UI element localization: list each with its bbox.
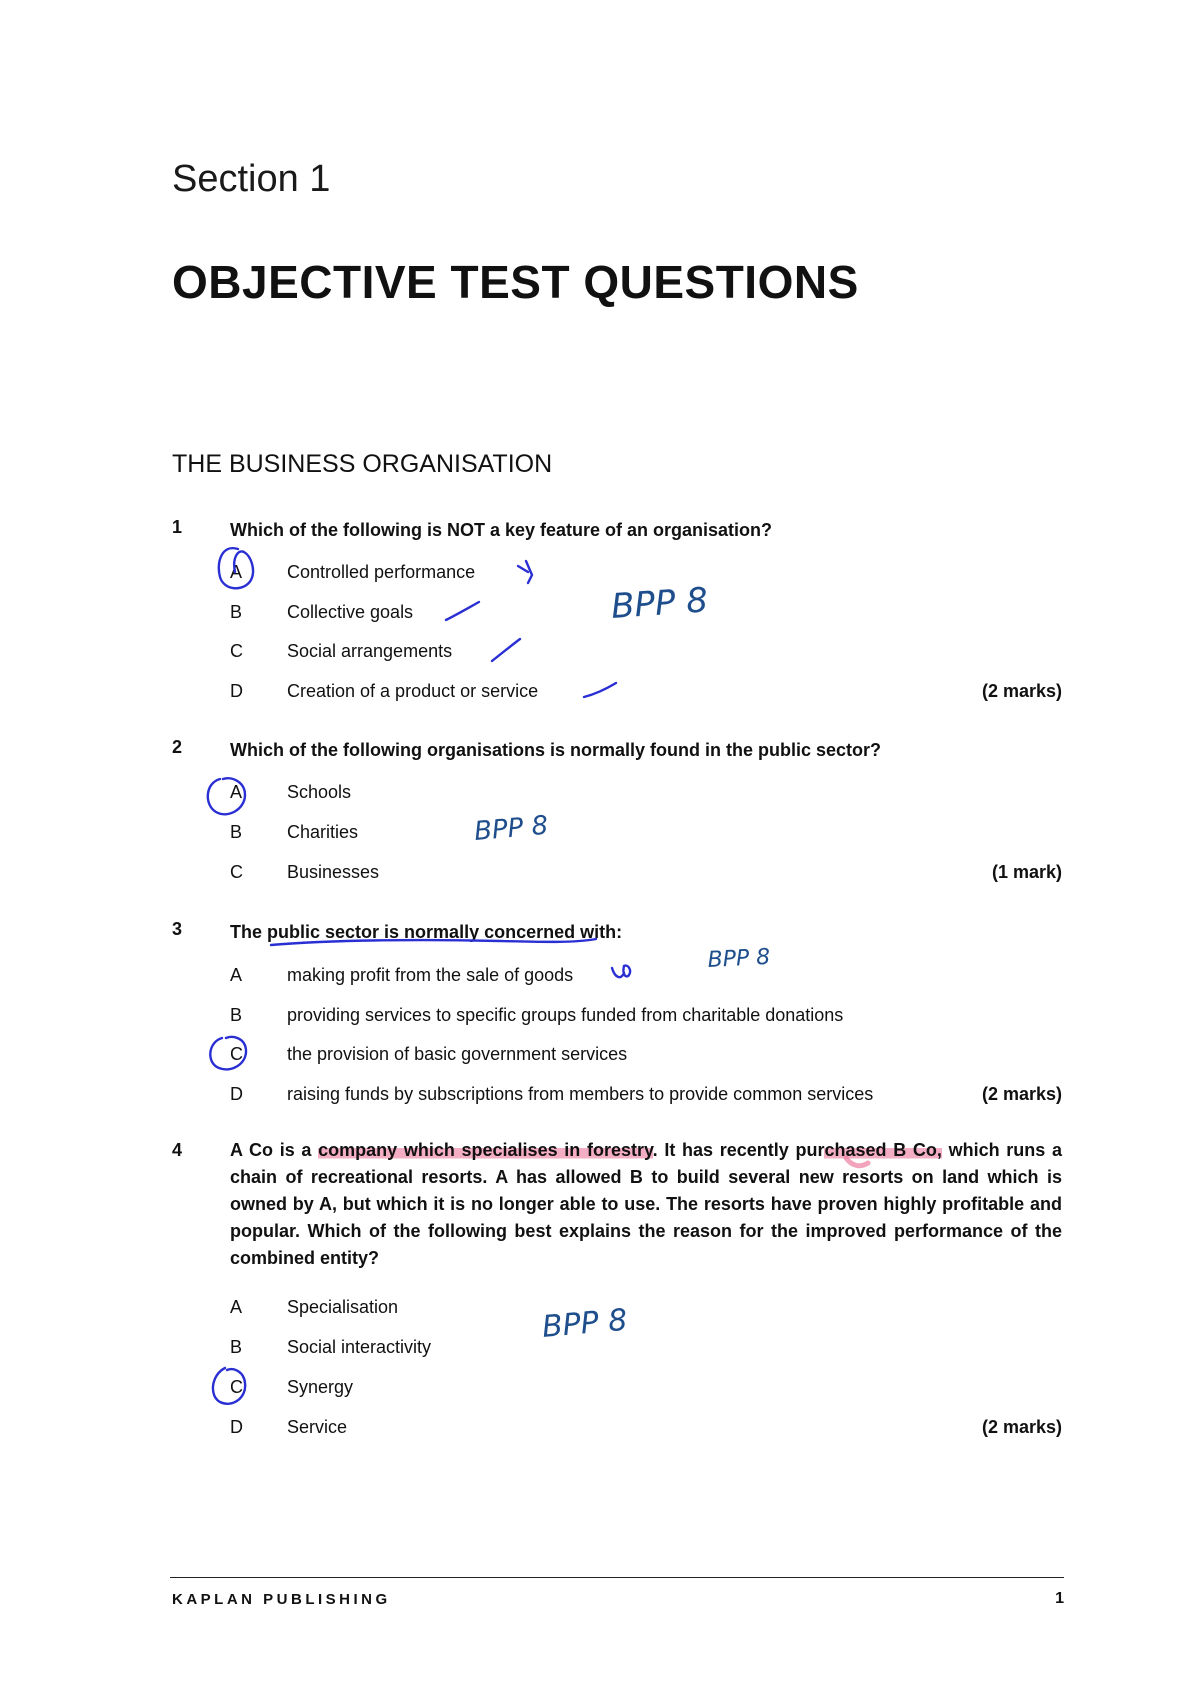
handwritten-note: BPP 8 bbox=[472, 810, 550, 847]
option-text: Schools bbox=[287, 782, 352, 802]
question-marks: (2 marks) bbox=[981, 681, 1062, 701]
option-text: the provision of basic government services bbox=[287, 1044, 628, 1064]
question-marks: (2 marks) bbox=[981, 1084, 1062, 1104]
topic-heading: THE BUSINESS ORGANISATION bbox=[172, 450, 553, 478]
option-text: providing services to specific groups funded from charitable donations bbox=[287, 1005, 844, 1025]
question-number: 4 bbox=[172, 1140, 183, 1160]
option-letter: D bbox=[230, 1417, 243, 1437]
question-number: 3 bbox=[172, 919, 183, 939]
option-text: making profit from the sale of goods bbox=[287, 965, 574, 985]
document-title: OBJECTIVE TEST QUESTIONS bbox=[172, 256, 859, 308]
page-number: 1 bbox=[1055, 1590, 1064, 1607]
option-text: Synergy bbox=[287, 1377, 354, 1397]
question-number: 2 bbox=[172, 737, 183, 757]
option-letter: C bbox=[230, 1377, 243, 1397]
option-letter: A bbox=[230, 1297, 243, 1317]
highlighted-phrase: company which specialises in forestry bbox=[318, 1140, 653, 1160]
tick-mark bbox=[492, 639, 520, 661]
option-text: Controlled performance bbox=[287, 562, 476, 582]
underlined-phrase: public sector is normally concerned bbox=[267, 922, 576, 942]
handwritten-note: BPP 8 bbox=[707, 944, 771, 973]
question-text: The public sector is normally concerned with: bbox=[230, 922, 623, 942]
question-text: Which of the following is NOT a key feature of an organisation? bbox=[230, 520, 773, 540]
option-letter: C bbox=[230, 1044, 243, 1064]
option-text: Service bbox=[287, 1417, 348, 1437]
pen-mark bbox=[612, 966, 630, 978]
option-text: Social interactivity bbox=[287, 1337, 432, 1357]
option-letter: C bbox=[230, 862, 243, 882]
question-number: 1 bbox=[172, 517, 183, 537]
option-letter: C bbox=[230, 641, 243, 661]
option-letter: B bbox=[230, 602, 243, 622]
option-text: Collective goals bbox=[287, 602, 414, 622]
footer-divider bbox=[170, 1577, 1064, 1578]
footer-publisher: KAPLAN PUBLISHING bbox=[172, 1591, 391, 1608]
question-marks: (2 marks) bbox=[981, 1417, 1062, 1437]
option-text: Businesses bbox=[287, 862, 380, 882]
option-letter: A bbox=[230, 782, 243, 802]
section-label: Section 1 bbox=[172, 158, 331, 200]
handwritten-note: BPP 8 bbox=[540, 1302, 629, 1345]
tick-mark bbox=[446, 602, 479, 620]
option-text: Creation of a product or service bbox=[287, 681, 539, 701]
option-letter: B bbox=[230, 1337, 243, 1357]
option-letter: B bbox=[230, 822, 243, 842]
option-letter: D bbox=[230, 681, 243, 701]
question-text: A Co is a company which specialises in forestry. It has recently purchased B Co, which runs a chain of recreational resorts. A has allowed B to build several new resorts on land which is owned by A, but which it is no longer able to use. The resorts have proven highly profitable and popular. Which of the following best explains the reason for the improved performance of the combined entity? bbox=[230, 1140, 1062, 1268]
option-letter: D bbox=[230, 1084, 243, 1104]
option-text: Charities bbox=[287, 822, 359, 842]
option-text: Specialisation bbox=[287, 1297, 399, 1317]
handwritten-note: BPP 8 bbox=[609, 580, 710, 627]
option-text: Social arrangements bbox=[287, 641, 453, 661]
tick-mark bbox=[584, 683, 616, 697]
pen-mark bbox=[518, 561, 532, 583]
highlighted-phrase: chased B Co, bbox=[824, 1140, 942, 1160]
question-marks: (1 mark) bbox=[991, 862, 1062, 882]
option-text: raising funds by subscriptions from members to provide common services bbox=[287, 1084, 874, 1104]
question-text: Which of the following organisations is normally found in the public sector? bbox=[230, 740, 882, 760]
option-letter: A bbox=[230, 562, 243, 582]
option-letter: B bbox=[230, 1005, 243, 1025]
option-letter: A bbox=[230, 965, 243, 985]
